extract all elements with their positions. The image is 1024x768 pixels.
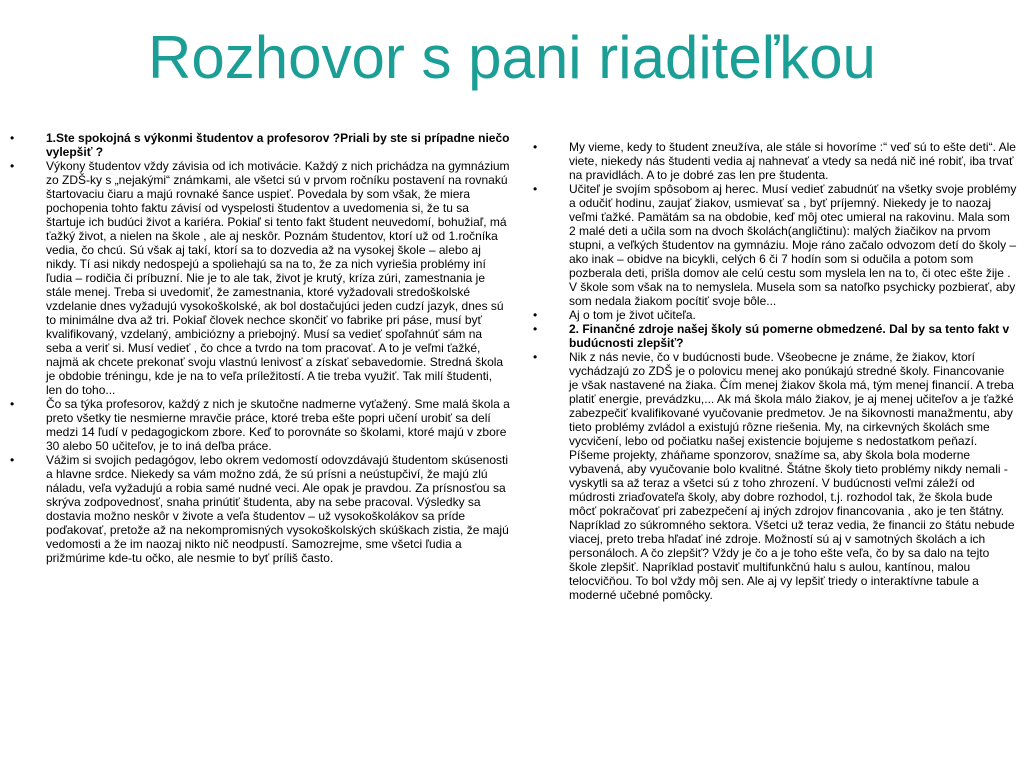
right-text-column (533, 140, 1017, 602)
bullet-icon: • (10, 131, 15, 145)
list-item (10, 159, 510, 397)
answer-paragraph: My vieme, kedy to študent zneužíva, ale stále si hovoríme :“ veď sú to ešte deti“. Ale viete, niekedy nás študenti vedia aj nahnevať a vtedy sa nedá nič iné robiť, iba trvať na pravidlách. A to je dobré zas len pre študenta. (569, 140, 1016, 182)
question-1-text: 1.Ste spokojná s výkonmi študentov a profesorov ?Priali by ste si prípadne niečo vylepšiť ? (46, 131, 510, 159)
list-item (533, 182, 1017, 308)
left-text-column (10, 131, 510, 565)
answer-paragraph: Vážim si svojich pedagógov, lebo okrem vedomostí odovzdávajú študentom skúsenosti a hlavne srdce. Niekedy sa vám možno zdá, že sú prísni a neústupčiví, že majú zlú náladu, veľa vyžadujú a robia samé nudné veci. Ale opak je pravdou. Za prísnosťou sa skrýva zodpovednosť, snaha prinútiť študenta, aby na sebe pracoval. Výsledky sa dostavia možno neskôr v živote a veľa študentov – už vysokoškolákov sa príde poďakovať, pretože až na nekompromisných vysokoškolských skúškach zistia, že majú vedomosti a že im naozaj nikto nič neodpustí. Samozrejme, sme všetci ľudia a prižmúrime kde-tu očko, ale nesmie to byť príliš často. (46, 453, 509, 565)
answer-paragraph: Aj o tom je život učiteľa. (569, 308, 696, 322)
bullet-icon: • (533, 182, 538, 196)
list-item (10, 453, 510, 565)
list-item (10, 131, 510, 159)
answer-paragraph: Čo sa týka profesorov, každý z nich je skutočne nadmerne vyťažený. Sme malá škola a preto všetky tie nesmierne mravčie práce, ktoré treba ešte popri učení urobiť sa delí medzi 14 ľudí v pedagogickom zbore. Keď to porovnáte so školami, ktoré majú v zbore 30 alebo 50 učiteľov, je to iná deľba práce. (46, 397, 510, 453)
bullet-icon: • (10, 159, 15, 173)
bullet-icon: • (10, 397, 15, 411)
answer-paragraph: Nik z nás nevie, čo v budúcnosti bude. Všeobecne je známe, že žiakov, ktorí vychádzajú zo ZDŠ je o polovicu menej ako ponúkajú stredné školy. Financovanie je však nastavené na žiaka. Čím menej žiakov škola má, tým menej financií. A treba platiť energie, prevádzku,... Ak má škola málo žiakov, je aj menej učiteľov a je ťažké zabezpečiť kvalifikované vyučovanie predmetov. Je na šikovnosti manažmentu, aby tieto problémy zvládol a existujú rôzne riešenia. My, na cirkevných školách sme vycvičení, lebo od počiatku našej existencie bojujeme s nedostatkom peňazí. Píšeme projekty, zháňame sponzorov, snažíme sa, aby škola bola moderne vybavená, aby vyučovanie bolo kvalitné. Štátne školy tieto problémy nikdy nemali - vyskytli sa až teraz a všetci sú z toho zhrození. V budúcnosti veľmi záleží od múdrosti zriaďovateľa školy, aby dobre rozhodol, t.j. rozhodol tak, že škola bude môcť pokračovať pri zabezpečení aj iných zdrojov financovania , ako je ten štátny. Napríklad zo súkromného sektora. Všetci už teraz vedia, že financii zo štátu nebude viacej, preto treba hľadať iné zdroje. Možností sú aj v samotných školách a ich personáloch. A čo zlepšiť? Vždy je čo a je toho ešte veľa, čo by sa dalo na tejto škole zlepšiť. Napríklad postaviť multifunkčnú halu s aulou, kantínou, malou telocvičňou. To bol vždy môj sen. Ale aj vy lepšiť triedy o interaktívne tabule a moderné učebné pomôcky. (569, 350, 1015, 602)
bullet-icon: • (533, 322, 538, 336)
list-item (533, 140, 1017, 182)
list-item (10, 397, 510, 453)
answer-paragraph: Výkony študentov vždy závisia od ich motivácie. Každý z nich prichádza na gymnázium zo ZDŠ-ky s „nejakými“ známkami, ale všetci sú v prvom ročníku postavení na rovnakú štartovaciu čiaru a majú rovnaké šance uspieť. Povedala by som však, že miera pochopenia tohto faktu závisí od vyspelosti študentov a uvedomenia si, že tu sa štartuje ich budúci život a kariéra. Pokiaľ si tento fakt študent neuvedomí, bohužiaľ, má ťažký život, a nielen na škole , ale aj neskôr. Poznám študentov, ktorí už od 1.ročníka vedia, čo chcú. Sú však aj takí, ktorí sa to dozvedia až na vysokej škole – alebo aj nikdy. Tí asi nikdy nedospejú a spoliehajú sa na to, že za nich vyriešia problémy iní ľudia – rodičia či príbuzní. Nie je to ale tak, život je krutý, kríza zúri, zamestnania je stále menej. Treba si uvedomiť, že zamestnania, ktoré vyžadovali stredoškolské vzdelanie dnes vyžadujú vysokoškolské, ak bol dostačujúci jeden cudzí jazyk, dnes sú to minimálne dva až tri. Pokiaľ človek nechce skončiť vo fabrike pri páse, musí byť kvalifikovaný, vzdelaný, ambiciózny a priebojný. Musí sa vedieť spoľahnúť sám na seba a veriť si. Musí vedieť , čo chce a tvrdo na tom pracovať. A to je veľmi ťažké, najmä ak chcete prekonať svoju vlastnú lenivosť a získať sebavedomie. Stredná škola je obdobie tréningu, kde je na to veľa príležitostí. A tie treba využiť. Tak milí študenti, len do toho... (46, 159, 510, 397)
bullet-icon: • (533, 140, 538, 154)
bullet-icon: • (533, 308, 538, 322)
list-item (533, 308, 1017, 322)
slide-title: Rozhovor s pani riaditeľkou (148, 24, 876, 91)
list-item (533, 322, 1017, 350)
question-2-text: 2. Finančné zdroje našej školy sú pomerne obmedzené. Dal by sa tento fakt v budúcnosti zlepšiť? (569, 322, 1010, 350)
answer-paragraph: Učiteľ je svojím spôsobom aj herec. Musí vedieť zabudnúť na všetky svoje problémy a odučiť hodinu, zaujať žiakov, usmievať sa , byť príjemný. Niekedy je to naozaj veľmi ťažké. Pamätám sa na obdobie, keď môj otec umieral na rakovinu. Mala som 2 malé deti a učila som na dvoch školách(angličtinu): malých žiačikov na prvom stupni, a veľkých študentov na gymnáziu. Moje ráno začalo odvozom detí do školy – ako inak – obidve na bicykli, celých 6 či 7 hodín som si odučila a potom som pozberala deti, prišla domov ale celú cestu som myslela len na to, či otec ešte žije . V škole som však na to nemyslela. Musela som sa natoľko psychicky pozbierať, aby som nedala žiakom pocítiť svoje bôle... (569, 182, 1017, 308)
list-item (533, 350, 1017, 602)
bullet-icon: • (533, 350, 538, 364)
bullet-icon: • (10, 453, 15, 467)
